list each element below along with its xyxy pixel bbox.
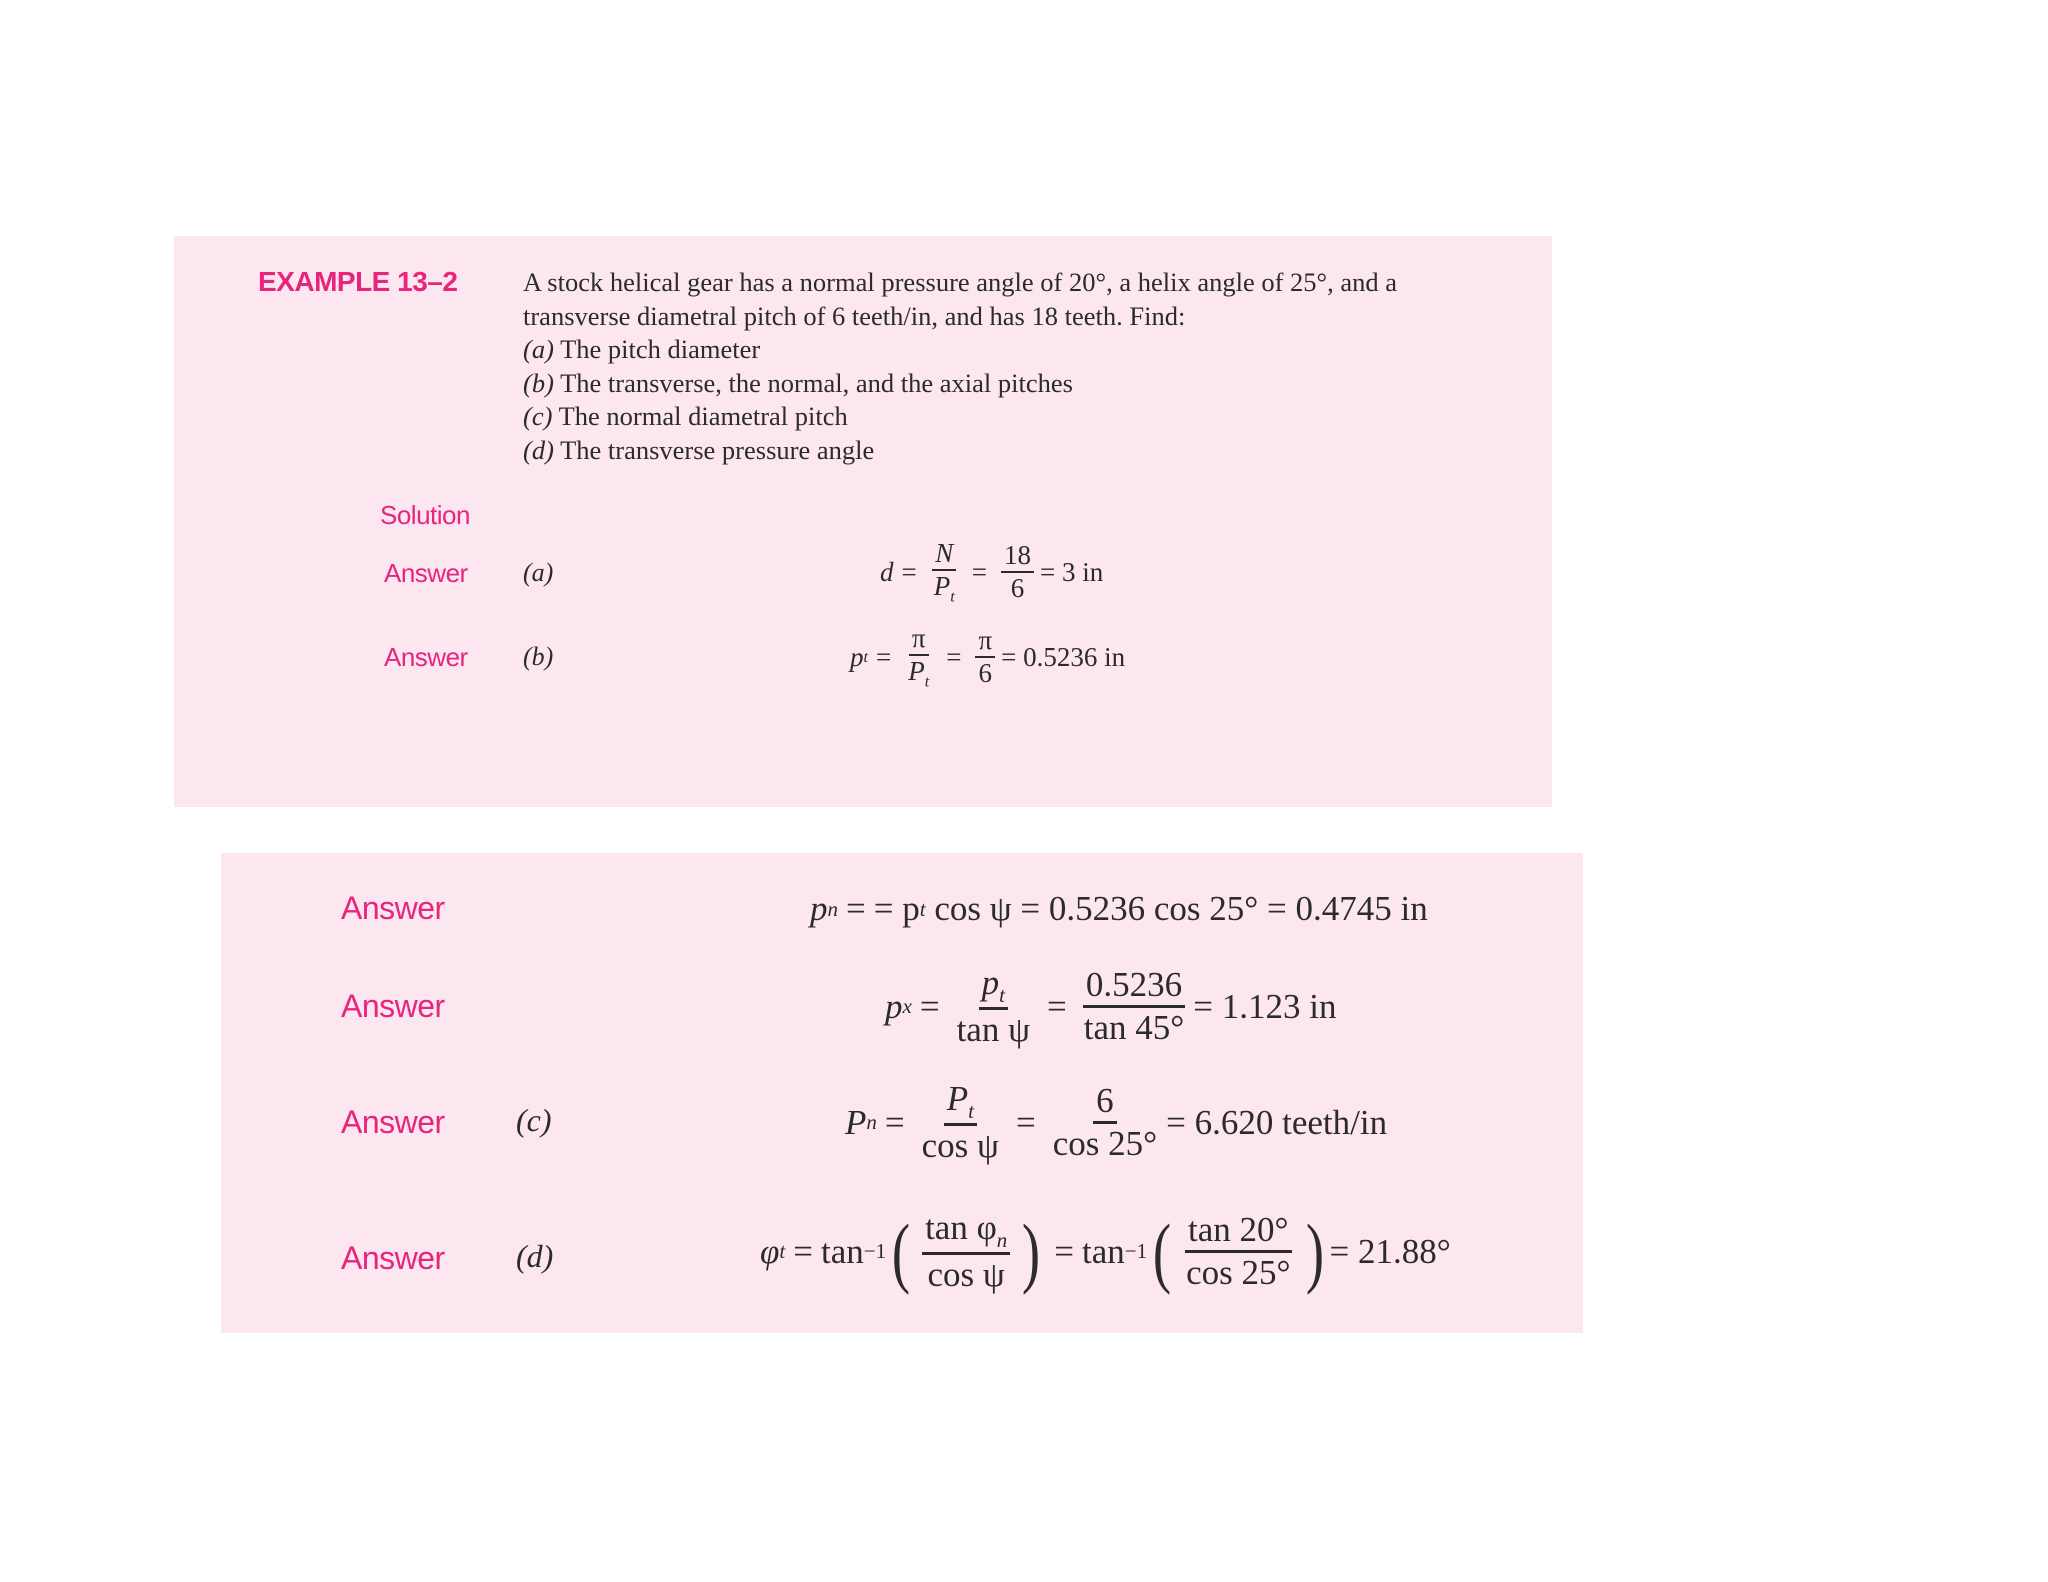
problem-item-a: (a) The pitch diameter — [523, 334, 761, 364]
equation-d: φ t = tan −1 ( $\frac{\tan \varphi_n}{\text{cos ψ}}$ ) = tan −1 ( $\frac{\tan 20^\circ}{\cos 25^\circ}$ ) = 21.88° — [760, 1207, 1451, 1295]
answer-label-a: Answer — [384, 558, 468, 588]
equation-c: P n = $\frac{P_t}{\text{cos ψ}}$ = $\frac{6}{\cos 25^\circ}$ = 6.620 teeth/in — [845, 1079, 1388, 1166]
example-label: EXAMPLE 13–2 — [258, 266, 458, 297]
problem-item-c: (c) The normal diametral pitch — [523, 401, 848, 431]
part-marker-d: (d) — [516, 1238, 554, 1274]
solution-label: Solution — [380, 500, 470, 530]
answer-label-px: Answer — [341, 988, 445, 1024]
problem-item-d: (d) The transverse pressure angle — [523, 434, 875, 465]
problem-item-b: (b) The transverse, the normal, and the axial pitches — [523, 367, 1073, 398]
equation-px: p x = $\frac{p_t}{\text{tan ψ}}$ = $\frac{0.5236}{\tan 45^\circ}$ = 1.123 in — [885, 963, 1337, 1050]
equation-a: d = $\frac{N}{P_t}$ = $\frac{18}{6}$ = 3 in — [880, 538, 1104, 606]
answer-label-b: Answer — [384, 642, 468, 672]
problem-line-1: A stock helical gear has a normal pressure angle of 20°, a helix angle of 25°, and a — [523, 267, 1398, 297]
problem-line-2: transverse diametral pitch of 6 teeth/in, and has 18 teeth. Find: — [523, 300, 1186, 331]
part-marker-c: (c) — [516, 1102, 552, 1138]
problem-statement — [523, 266, 1523, 467]
answer-label-d: Answer — [341, 1240, 445, 1276]
answer-label-pn: Answer — [341, 890, 445, 926]
part-marker-a: (a) — [523, 558, 554, 587]
part-marker-b: (b) — [523, 642, 554, 671]
answer-label-c: Answer — [341, 1104, 445, 1140]
equation-b: p t = $\frac{\pi}{P_t}$ = $\frac{\pi}{6}$ = 0.5236 in — [850, 623, 1126, 691]
equation-pn: p n = = p t cos ψ = 0.5236 cos 25° = 0.4745 in — [810, 889, 1428, 928]
